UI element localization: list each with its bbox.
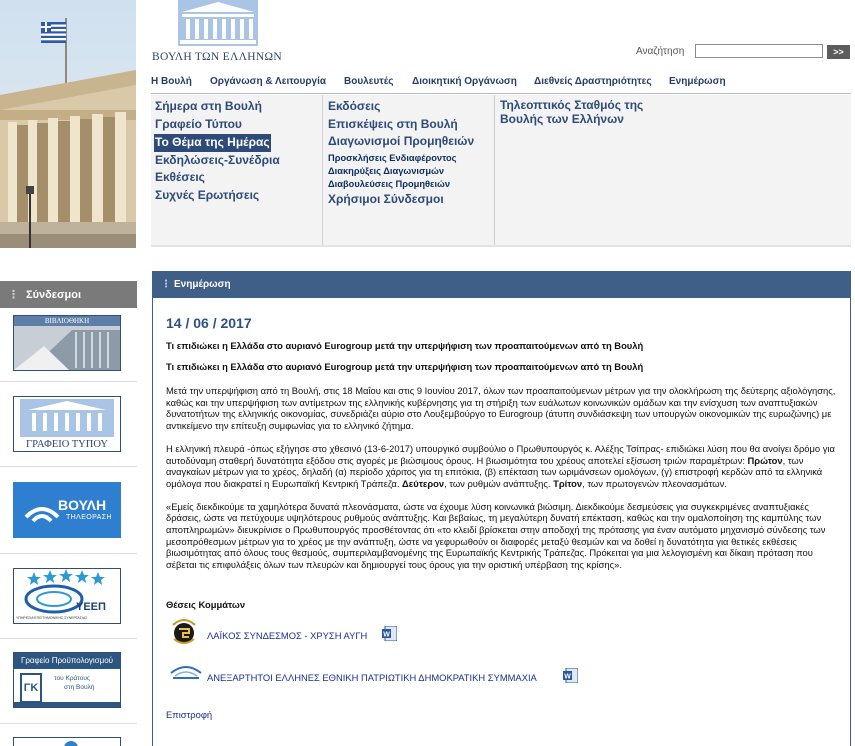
press-office-banner[interactable] — [13, 396, 121, 452]
svg-text:W: W — [564, 673, 571, 681]
budget-office-banner-label: Γραφείο Προϋπολογισμού — [14, 653, 120, 669]
parties-heading: Θέσεις Κομμάτων — [166, 598, 246, 610]
dropdown-menu — [151, 95, 851, 247]
paragraph-text: , των αναγκαίων μέτρων για το χρέος, δηλαδή (α) περίοδο χάριτος για τη επιτόκια, (β) επέκταση των ωριμάνσεων ομολόγων, (γ) επιστροφή κερδών από τα ελληνικά ομόλογα που διακρατεί η Ευρωπαϊκή Κεντρική Τράπεζα. — [166, 454, 823, 489]
search-input[interactable] — [695, 44, 823, 58]
logo-text: ΒΟΥΛΗ ΤΩΝ ΕΛΛΗΝΩΝ — [152, 51, 282, 63]
press-office-banner-label: ΓΡΑΦΕΙΟ ΤΥΠΟΥ — [26, 439, 108, 450]
paragraph-text: , των πρωτογενών πλεονασμάτων. — [582, 477, 727, 489]
party-link-golden-dawn[interactable]: ΛΑΪΚΟΣ ΣΥΝΔΕΣΜΟΣ - ΧΡΥΣΗ ΑΥΓΗ — [207, 629, 368, 641]
menu-subitem-tenders[interactable]: Διακηρύξεις Διαγωνισμών — [328, 165, 445, 176]
nav-item-administration[interactable]: Διοικητική Οργάνωση — [412, 76, 517, 87]
menu-subitem-consultations[interactable]: Διαβουλεύσεις Προμηθειών — [328, 178, 451, 189]
word-document-icon[interactable] — [382, 626, 397, 641]
svg-text:W: W — [383, 631, 390, 639]
article-paragraph-2 — [166, 443, 837, 490]
party-link-anel[interactable]: ΑΝΕΞΑΡΤΗΤΟΙ ΕΛΛΗΝΕΣ ΕΘΝΙΚΗ ΠΑΤΡΙΩΤΙΚΗ ΔΗΜΟΚΡΑΤΙΚΗ ΣΥΜΜΑΧΙΑ — [207, 671, 537, 683]
article-paragraph-1: Μετά την υπερψήφιση από τη Βουλή, στις 18 Μαΐου και στις 9 Ιουνίου 2017, όλων των προαπαιτούμενων μέτρων για την ολοκλήρωση της δεύτερης αξιολόγησης, καθώς και την υπερψήφιση των αντίμετρων της ελληνικής κυβέρνησης για τη στήριξη των ευάλωτων κοινωνικών ομάδων και την ενίσχυση των αναπτυξιακών δυνατοτήτων της ελληνικής οικονομίας, συνεδριάζει αύριο στο Λουξεμβούργο το Eurogroup (άτυπη συνδιάσκεψη των υπουργών οικονομικών της ευρωζώνης) με αντικείμενο την επίτευξη συμφωνίας για το ελληνικό ζήτημα. — [166, 385, 836, 432]
paragraph-text: Η ελληνική πλευρά -όπως εξήγησε στο χθεσινό (13-6-2017) υπουργικό συμβούλιο ο Πρωθυπουργός κ. Αλέξης Τσίπρας- επιδιώκει λύση που θα ανοίγει δρόμο για αυτοδύναμη σταθερή δυνατότητα εξόδου στις αγορές με βιώσιμους όρους. Η βιωσιμότητα του χρέους αποτελεί εξίσωση τριών παραμέτρων: — [166, 442, 835, 466]
books-icon — [14, 326, 120, 370]
vouli-tv-banner[interactable] — [13, 482, 121, 538]
partial-banner[interactable] — [13, 737, 121, 746]
golden-dawn-logo-icon — [169, 617, 199, 647]
links-heading — [0, 281, 137, 308]
parliament-hero-image — [0, 0, 136, 248]
emphasis-text: Πρώτον — [747, 454, 783, 466]
nav-item-organization[interactable]: Οργάνωση & Λειτουργία — [210, 76, 327, 87]
yeep-banner-label: ΥΕΕΠ — [76, 601, 106, 613]
links-heading-text: Σύνδεσμοι — [26, 289, 82, 301]
main-navigation — [151, 72, 851, 94]
article-paragraph-3: «Εμείς διεκδικούμε τα χαμηλότερα δυνατά πλεονάσματα, ώστε να έχουμε λύση κοινωνικά βιώσιμη. Διεκδικούμε δεσμεύσεις για συγκεκριμένες αναπτυξιακές δράσεις, ώστε να πετύχουμε υψηλότερους ρυθμούς ανάπτυξης. Και βεβαίως, τη μεγαλύτερη δυνατή επέκταση, καθώς και την ομαλοποίηση της καμπύλης των αποπληρωμών» διευκρίνισε ο Πρωθυπουργός προσθέτοντας ότι «το κλειδί βρίσκεται στην αποδοχή της πρότασης για έναν αυτόματο μηχανισμό σύνδεσης των μεσοπρόθεσμων μέτρων για το χρέος με την ανάπτυξη, ώστε να γεφυρωθούν οι διαφορές μεταξύ θεσμών και να δοθεί η δυνατότητα για θετικές εκθέσεις βιωσιμότητας από όλους τους θεσμούς, συμπεριλαμβανομένης της Ευρωπαϊκής Κεντρικής Τράπεζας. Πρόκειται για μια λελογισμένη και δίκαιη πρόταση που σέβεται τις επιφυλάξεις όλων των πλευρών και δημιουργεί τους όρους για την οριστική υπέρβαση της κρίσης». — [166, 500, 826, 571]
menu-item-tv-line2[interactable]: Βουλής των Ελλήνων — [500, 112, 624, 126]
divider — [0, 466, 137, 467]
article-title: Τι επιδιώκει η Ελλάδα στο αυριανό Eurogroup μετά την υπερψήφιση των προαπαιτούμενων από τη Βουλή — [166, 340, 644, 351]
library-banner-label: ΒΙΒΛΙΟΘΗΚΗ — [14, 316, 120, 326]
search-button[interactable]: >> — [827, 45, 850, 59]
menu-column-2 — [322, 95, 494, 245]
menu-item-press-office[interactable]: Γραφείο Τύπου — [155, 116, 242, 131]
anel-logo-icon — [169, 659, 203, 681]
budget-office-logo-icon: ΓΚ — [20, 673, 42, 703]
divider — [0, 723, 137, 724]
menu-item-useful-links[interactable]: Χρήσιμοι Σύνδεσμοι — [328, 191, 444, 206]
tv-waves-icon — [22, 497, 62, 527]
menu-item-events[interactable]: Εκδηλώσεις-Συνέδρια — [155, 152, 280, 167]
library-banner[interactable] — [13, 315, 121, 371]
parliament-building-icon — [0, 0, 136, 248]
yeep-banner-sublabel: ΥΠΗΡΕΣΙΑ ΕΠΙΣΤΗΜΟΝΙΚΗΣ ΣΥΝΕΡΓΑΣΙΑΣ — [16, 616, 88, 620]
search-label: Αναζήτηση — [636, 46, 685, 57]
back-link[interactable]: Επιστροφή — [166, 708, 213, 720]
divider — [0, 638, 137, 639]
menu-item-today[interactable]: Σήμερα στη Βουλή — [155, 99, 262, 113]
vouli-tv-banner-sublabel: ΤΗΛΕΟΡΑΣΗ — [66, 514, 112, 521]
nav-item-mps[interactable]: Βουλευτές — [344, 76, 394, 87]
dots-icon: ⋮ — [161, 279, 171, 290]
yeep-banner[interactable] — [13, 568, 121, 624]
links-list — [0, 308, 137, 746]
paragraph-text: , των ρυθμών ανάπτυξης. — [444, 477, 554, 489]
menu-item-faq[interactable]: Συχνές Ερωτήσεις — [155, 187, 260, 202]
budget-office-banner-sublabel-2: στη Βουλή — [64, 684, 95, 691]
article-date: 14 / 06 / 2017 — [166, 315, 252, 331]
divider — [14, 702, 120, 707]
divider — [0, 381, 137, 382]
article-subtitle: Τι επιδιώκει η Ελλάδα στο αυριανό Eurogroup μετά την υπερψήφιση των προαπαιτούμενων από τη Βουλή — [166, 361, 644, 372]
nav-item-international[interactable]: Διεθνείς Δραστηριότητες — [534, 76, 652, 87]
dots-icon: ⋮ — [8, 289, 19, 301]
nav-item-parliament[interactable]: Η Βουλή — [151, 76, 192, 87]
budget-office-banner[interactable] — [13, 652, 121, 708]
menu-item-tv-line1[interactable]: Τηλεοπτικός Σταθμός της — [500, 98, 644, 112]
divider — [0, 553, 137, 554]
menu-item-visits[interactable]: Επισκέψεις στη Βουλή — [328, 116, 458, 131]
section-heading-text: Ενημέρωση — [174, 279, 231, 290]
info-icon — [14, 738, 120, 746]
parliament-building-icon — [14, 397, 120, 439]
menu-item-procurements[interactable]: Διαγωνισμοί Προμηθειών — [328, 134, 475, 149]
vouli-tv-banner-label: ΒΟΥΛΗ — [58, 497, 107, 513]
emphasis-text: Τρίτον — [553, 477, 583, 489]
article-container — [152, 298, 851, 746]
party-row — [166, 661, 837, 701]
section-heading — [152, 271, 851, 298]
word-document-icon[interactable] — [563, 668, 578, 683]
menu-item-publications[interactable]: Εκδόσεις — [328, 99, 381, 113]
greek-flag-icon — [41, 22, 66, 43]
emphasis-text: Δεύτερον — [402, 477, 445, 489]
menu-subitem-invitations[interactable]: Προσκλήσεις Ενδιαφέροντος — [328, 152, 457, 163]
party-row — [166, 621, 837, 661]
nav-item-news[interactable]: Ενημέρωση — [669, 76, 726, 87]
budget-office-banner-sublabel-1: του Κράτους — [54, 675, 91, 682]
menu-column-3 — [494, 95, 664, 245]
menu-item-exhibitions[interactable]: Εκθέσεις — [155, 170, 205, 185]
menu-column-1 — [155, 98, 321, 248]
parliament-logo-icon — [150, 0, 290, 50]
menu-item-topic-of-day[interactable]: Το Θέμα της Ημέρας — [154, 134, 271, 152]
